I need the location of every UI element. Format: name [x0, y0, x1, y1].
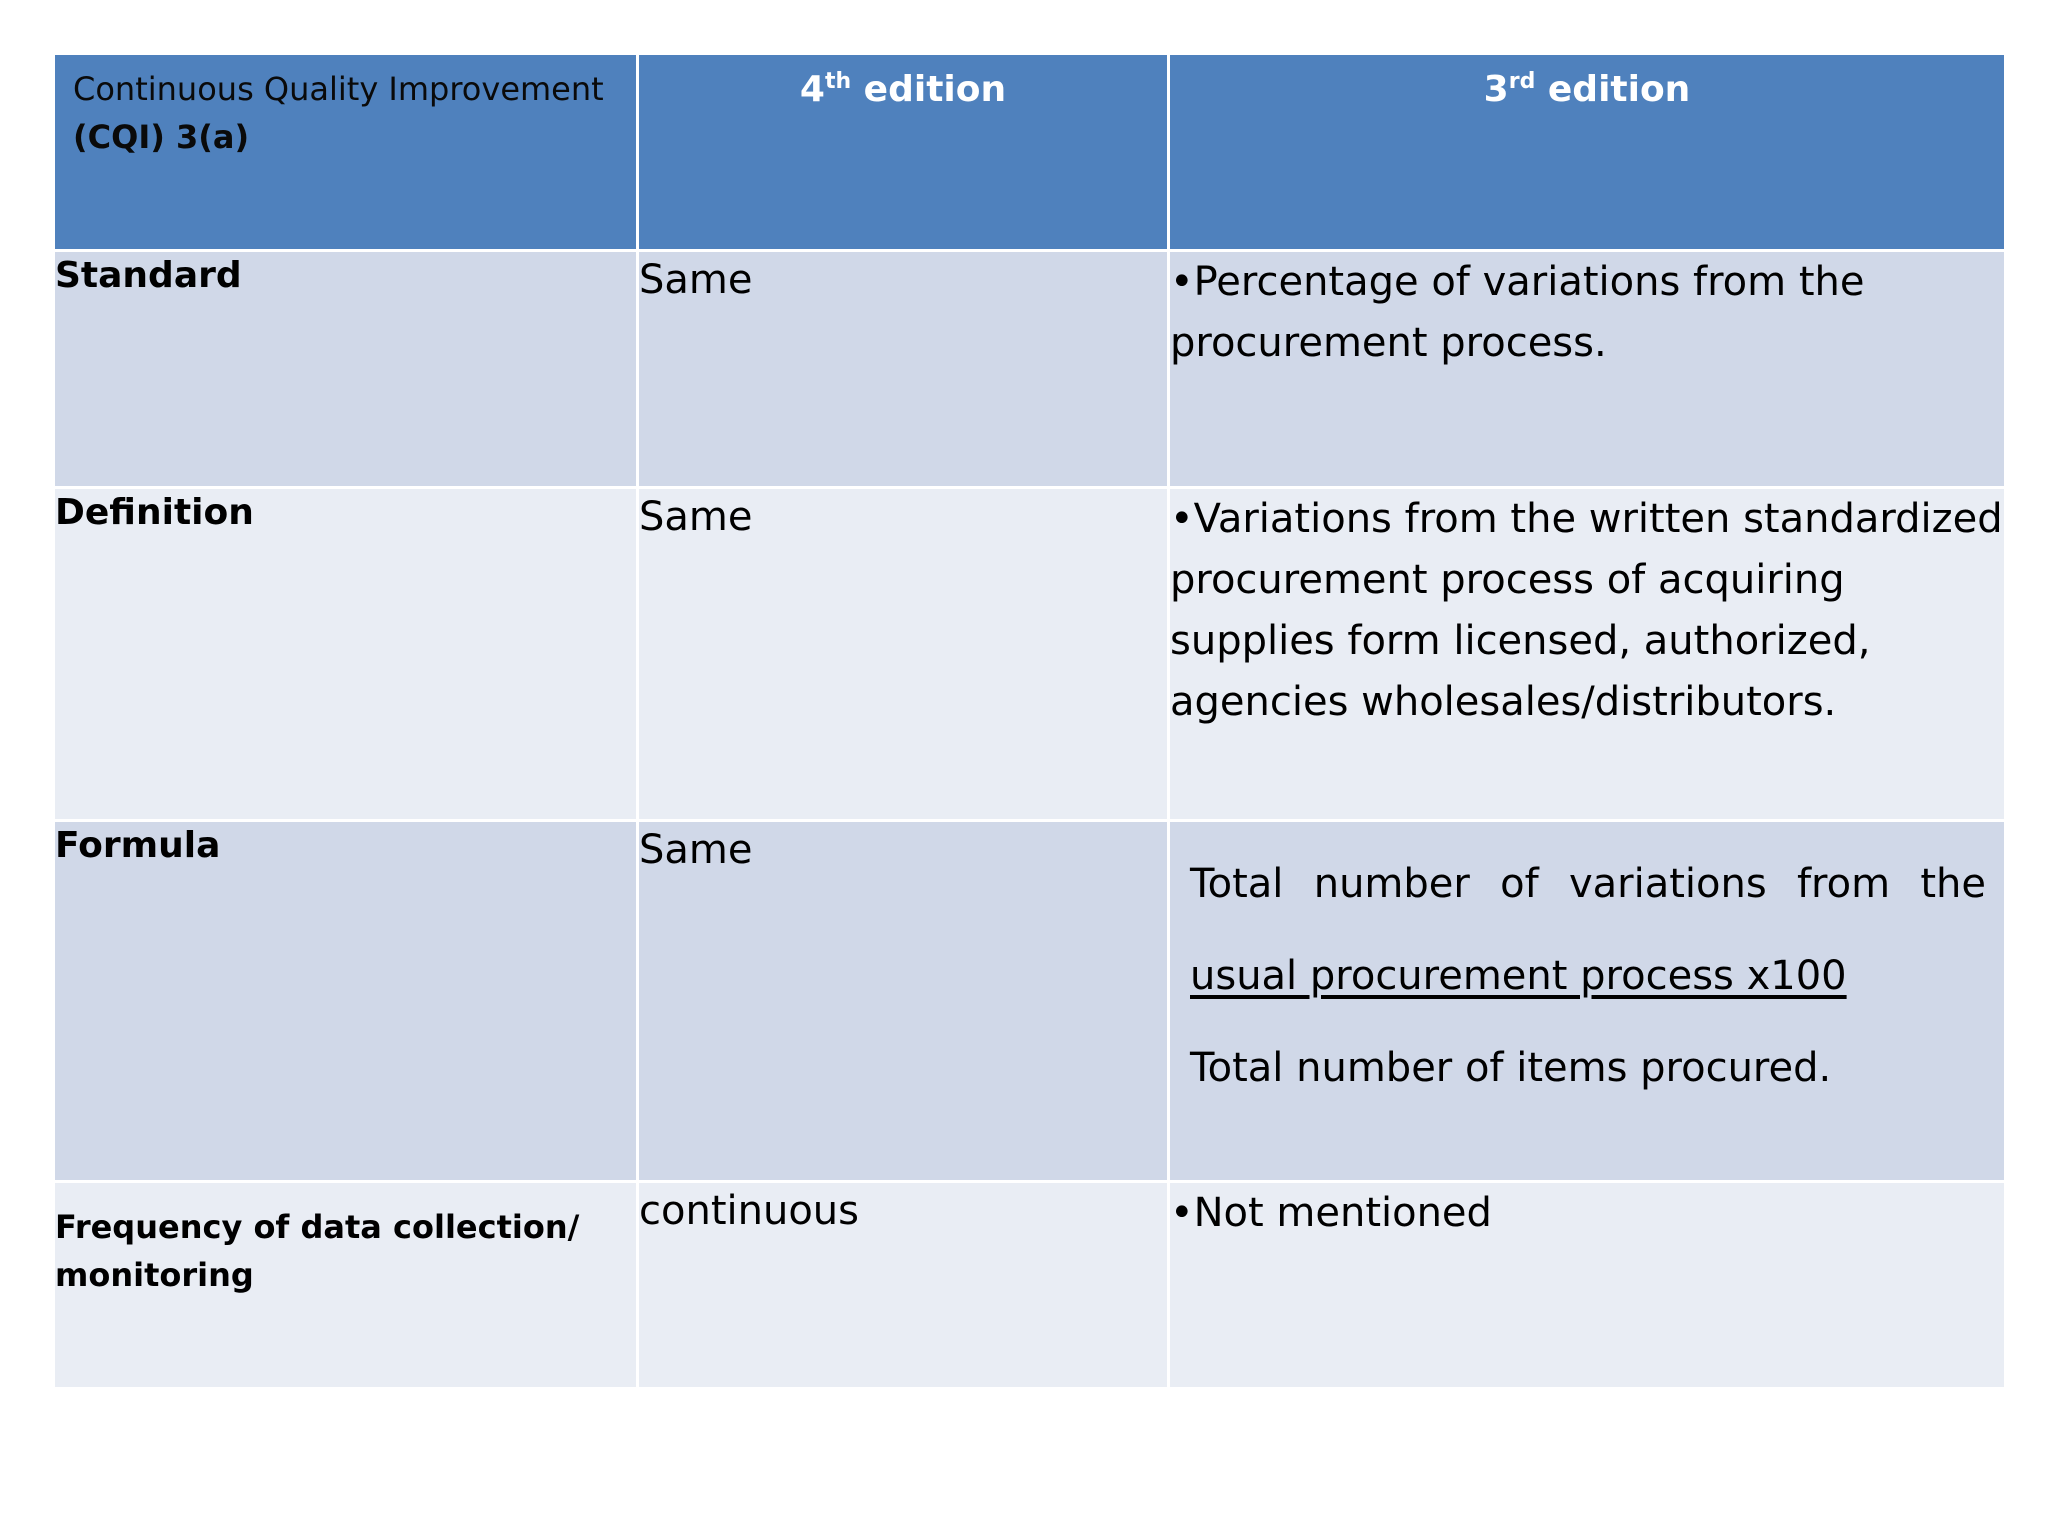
row-label-frequency-line1: Frequency of data collection/	[55, 1208, 580, 1246]
header-cqi-cell	[54, 54, 638, 251]
table-row-frequency	[54, 1182, 2006, 1389]
formula-expression	[1170, 822, 2004, 1096]
formula-numerator-line2	[1190, 948, 1986, 1004]
row-label-definition: Definition	[54, 488, 638, 821]
row-label-frequency-line2: monitoring	[55, 1256, 254, 1294]
comparison-table	[52, 52, 2007, 1390]
standard-3rd-value: •Percentage of variations from the procurement process.	[1169, 251, 2006, 488]
header-4th-suffix: th	[824, 69, 852, 94]
header-3rd-suffix: rd	[1508, 69, 1536, 94]
header-3rd-number: 3	[1483, 69, 1509, 110]
formula-denominator: Total number of items procured.	[1190, 1045, 1832, 1091]
formula-numerator-line1: Total number of variations from the	[1190, 861, 1986, 907]
row-label-standard: Standard	[54, 251, 638, 488]
table-row-definition	[54, 488, 2006, 821]
formula-3rd-cell	[1169, 821, 2006, 1182]
definition-3rd-value: •Variations from the written standardized procurement process of acquiring supplies form licensed, authorized, agencies wholesales/distributors.	[1169, 488, 2006, 821]
header-4th-number: 4	[799, 69, 825, 110]
definition-4th-value: Same	[638, 488, 1169, 821]
formula-4th-value: Same	[638, 821, 1169, 1182]
frequency-3rd-value: •Not mentioned	[1169, 1182, 2006, 1389]
header-cqi-line1: Continuous Quality Improvement	[73, 70, 604, 108]
header-3rd-word: edition	[1535, 69, 1691, 110]
header-4th-word: edition	[851, 69, 1007, 110]
header-cqi-line2: (CQI) 3(a)	[73, 118, 250, 156]
frequency-4th-value: continuous	[638, 1182, 1169, 1389]
standard-4th-value: Same	[638, 251, 1169, 488]
header-4th-edition	[638, 54, 1169, 251]
table-row-formula	[54, 821, 2006, 1182]
table-row-standard	[54, 251, 2006, 488]
row-label-frequency	[54, 1182, 638, 1389]
header-3rd-edition	[1169, 54, 2006, 251]
row-label-formula: Formula	[54, 821, 638, 1182]
formula-numerator-line2-text: usual procurement process x100	[1190, 953, 1847, 999]
table-header-row	[54, 54, 2006, 251]
